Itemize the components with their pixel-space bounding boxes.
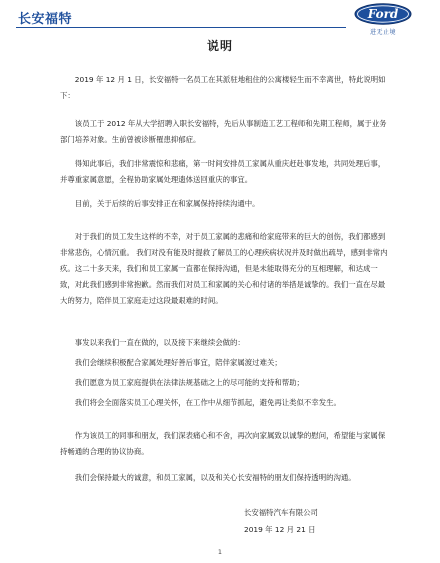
paragraph-actions-intro: 事发以来我们一直在做的，以及接下来继续会做的： [74, 338, 245, 347]
document-title: 说明 [206, 39, 233, 53]
ford-logo-text: Ford [367, 7, 399, 21]
page-number: 1 [217, 548, 223, 556]
paragraph-apology: 对于我们的员工发生这样的不幸，对于员工家属的悲痛和给家庭带来的巨大的创伤，我们都感到非常悲伤，心情沉重。 我们对没有能及时提救了解员工的心理疾病状况并及时做出疏导，感到非常内疚。这二十多天来，我们和员工家属一直都在保持沟通，但是未能取得充分的互相理解，和达成一致，对此我们感到非常抱歉。然而我们对员工和家属的关心和付诸的举措是诚挚的。我们一直在尽最大的努力，陪伴员工家庭走过这段最艰难的时间。 [60, 232, 388, 305]
paragraph-employee-background: 该员工于 2012 年从大学招聘入职长安福特，先后从事制造工艺工程师和先期工程师，属于业务部门培养对象。生前曾被诊断罹患抑郁症。 [60, 119, 387, 144]
header-divider [16, 27, 346, 28]
paragraph-commitment: 我们会保持最大的诚意，和员工家属，以及和关心长安福特的朋友们保持透明的沟通。 [74, 473, 356, 482]
paragraph-current-status: 目前，关于后续的后事安排正在和家属保持持续沟通中。 [74, 199, 260, 208]
logo-tagline: 进无止境 [369, 29, 396, 36]
paragraph-action-3: 我们将会全面落实员工心理关怀，在工作中从细节抓起，避免再让类似不幸发生。 [74, 398, 341, 407]
signature-date: 2019 年 12 月 21 日 [244, 525, 316, 534]
signature-company: 长安福特汽车有限公司 [244, 508, 318, 517]
letterhead [0, 0, 440, 36]
brand-name: 长安福特 [18, 12, 73, 27]
ford-oval-icon [354, 3, 412, 25]
paragraph-intro: 2019 年 12 月 1 日，长安福特一名员工在其派驻地租住的公寓楼轻生而不幸离世，特此说明如下： [60, 75, 386, 100]
ford-logo [352, 3, 414, 39]
paragraph-condolences: 作为该员工的同事和朋友，我们深表痛心和不舍，再次向家属致以诚挚的慰问，希望能与家属保持畅通的合理的协议协商。 [60, 431, 386, 456]
paragraph-action-2: 我们愿意为员工家庭提供在法律法规基础之上的尽可能的支持和帮助； [74, 378, 304, 387]
paragraph-company-response: 得知此事后，我们非常震惊和悲痛，第一时间安排员工家属从重庆赶赴事发地，共同处理后事，并尊重家属意愿，全程协助家属处理遗体送回重庆的事宜。 [60, 159, 386, 184]
paragraph-action-1: 我们会继续积极配合家属处理好善后事宜，陪伴家属渡过难关； [74, 358, 282, 367]
